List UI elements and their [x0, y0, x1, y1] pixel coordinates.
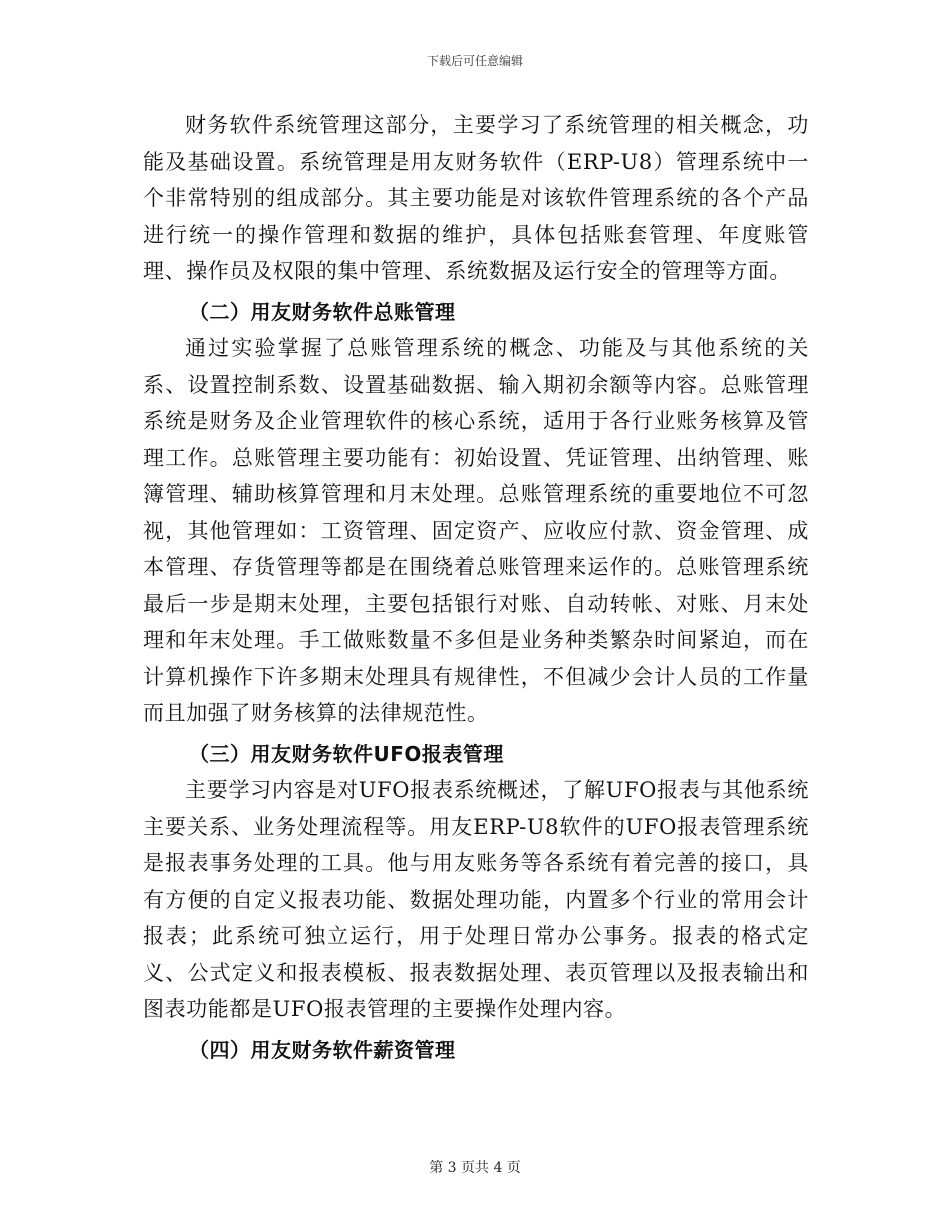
page-number-footer: 第 3 页共 4 页: [429, 1160, 521, 1176]
heading-payroll: （四）用友财务软件薪资管理: [189, 1037, 456, 1062]
heading-general-ledger: （二）用友财务软件总账管理: [189, 299, 456, 324]
header-note: 下载后可任意编辑: [426, 54, 523, 68]
heading-ufo-report: （三）用友财务软件UFO报表管理: [189, 741, 504, 766]
paragraph-ufo-report: 主要学习内容是对UFO报表系统概述，了解UFO报表与其他系统主要关系、业务处理流程等。用友ERP-U8软件的UFO报表管理系统是报表事务处理的工具。他与用友账务等各系统有着完善的接口，具有方便的自定义报表功能、数据处理功能，内置多个行业的常用会计报表；此系统可独立运行，用于处理日常办公事务。报表的格式定义、公式定义和报表模板、报表数据处理、表页管理以及报表输出和图表功能都是UFO报表管理的主要操作处理内容。: [143, 778, 809, 1021]
paragraph-general-ledger: 通过实验掌握了总账管理系统的概念、功能及与其他系统的关系、设置控制系数、设置基础数据、输入期初余额等内容。总账管理系统是财务及企业管理软件的核心系统，适用于各行业账务核算及管理工作。总账管理主要功能有：初始设置、凭证管理、出纳管理、账簿管理、辅助核算管理和月末处理。总账管理系统的重要地位不可忽视，其他管理如：工资管理、固定资产、应收应付款、资金管理、成本管理、存货管理等都是在围绕着总账管理来运作的。总账管理系统最后一步是期末处理，主要包括银行对账、自动转帐、对账、月末处理和年末处理。手工做账数量不多但是业务种类繁杂时间紧迫，而在计算机操作下许多期末处理具有规律性，不但减少会计人员的工作量而且加强了财务核算的法律规范性。: [143, 336, 809, 725]
document-body: [143, 107, 809, 1068]
paragraph-system-management: 财务软件系统管理这部分，主要学习了系统管理的相关概念，功能及基础设置。系统管理是用友财务软件（ERP-U8）管理系统中一个非常特别的组成部分。其主要功能是对该软件管理系统的各个产品进行统一的操作管理和数据的维护，具体包括账套管理、年度账管理、操作员及权限的集中管理、系统数据及运行安全的管理等方面。: [143, 113, 809, 283]
